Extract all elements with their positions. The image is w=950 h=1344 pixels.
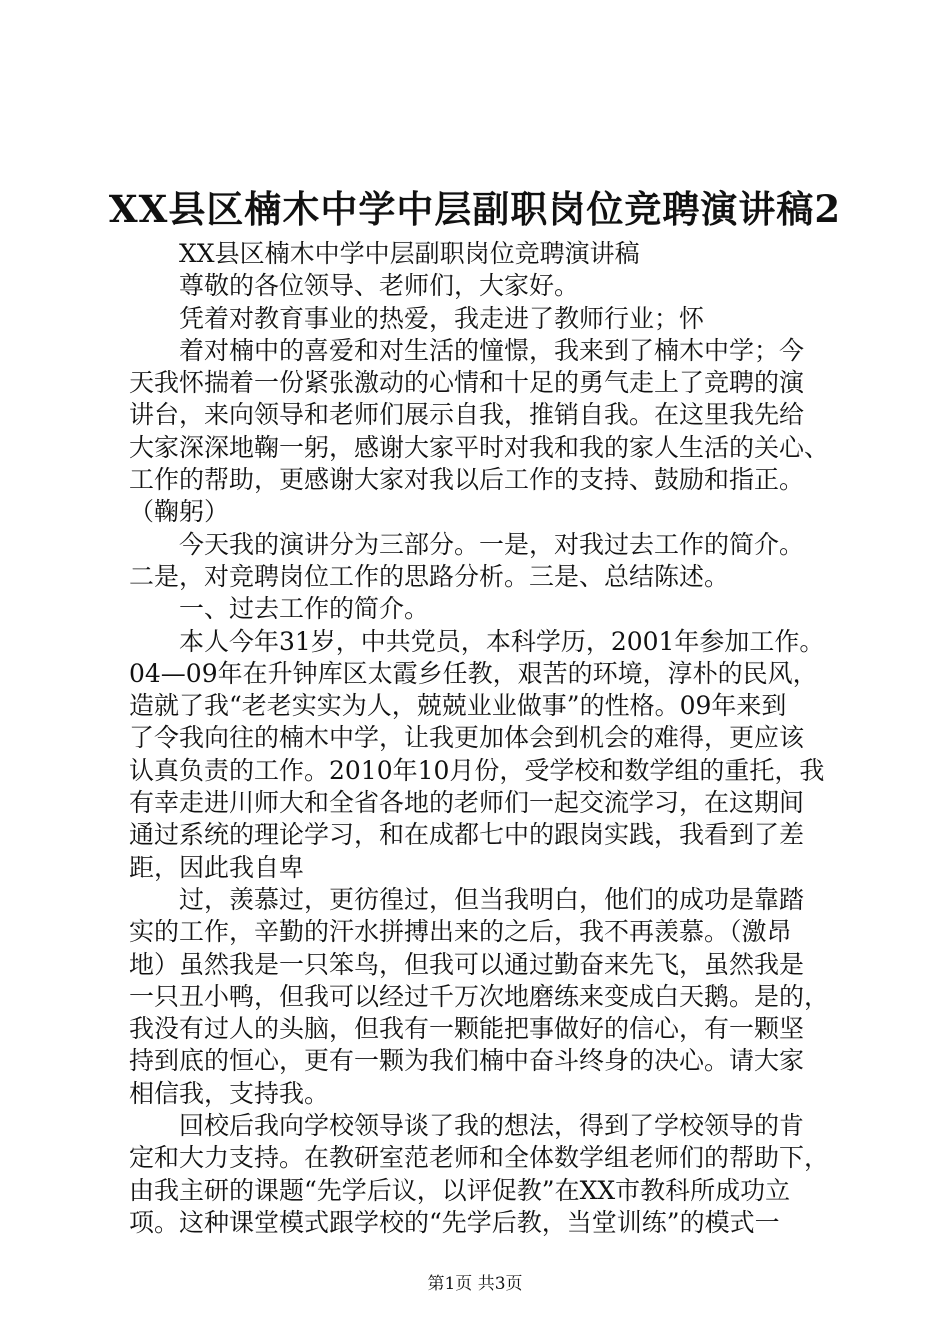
paragraph-line: 本人今年31岁，中共党员，本科学历，2001年参加工作。 (179, 626, 825, 656)
paragraph-line: 通过系统的理论学习，和在成都七中的跟岗实践，我看到了差 (129, 820, 805, 850)
section-heading: 一、过去工作的简介。 (179, 594, 430, 624)
paragraph-line: 二是，对竞聘岗位工作的思路分析。三是、总结陈述。 (129, 561, 730, 591)
paragraph-line: 讲台，来向领导和老师们展示自我，推销自我。在这里我先给 (129, 400, 805, 430)
paragraph-line: 工作的帮助，更感谢大家对我以后工作的支持、鼓励和指正。 (129, 465, 805, 495)
paragraph-line: 有幸走进川师大和全省各地的老师们一起交流学习，在这期间 (129, 788, 805, 818)
paragraph-line: 了令我向往的楠木中学，让我更加体会到机会的难得，更应该 (129, 723, 805, 753)
paragraph-line: 大家深深地鞠一躬，感谢大家平时对我和我的家人生活的关心、 (129, 432, 829, 462)
paragraph-line: 回校后我向学校领导谈了我的想法，得到了学校领导的肯 (179, 1111, 805, 1141)
paragraph-line: 一只丑小鸭，但我可以经过千万次地磨练来变成白天鹅。是的， (129, 981, 829, 1011)
page-number-footer: 第1页 共3页 (427, 1274, 523, 1294)
paragraph-line: 地）虽然我是一只笨鸟，但我可以通过勤奋来先飞，虽然我是 (129, 949, 805, 979)
paragraph-line: 着对楠中的喜爱和对生活的憧憬，我来到了楠木中学；今 (179, 335, 805, 365)
paragraph-line: 距，因此我自卑 (129, 852, 305, 882)
paragraph-line: （鞠躬） (129, 497, 230, 527)
document-body (129, 238, 829, 1239)
paragraph-line: 我没有过人的头脑，但我有一颗能把事做好的信心，有一颗坚 (129, 1014, 805, 1044)
paragraph-line: 造就了我“老老实实为人，兢兢业业做事”的性格。09年来到 (129, 691, 787, 721)
paragraph-line: 过，羡慕过，更彷徨过，但当我明白，他们的成功是靠踏 (179, 884, 805, 914)
paragraph-line: 定和大力支持。在教研室范老师和全体数学组老师们的帮助下， (129, 1143, 829, 1173)
paragraph-line: 尊敬的各位领导、老师们，大家好。 (179, 271, 580, 301)
document-title: XX县区楠木中学中层副职岗位竞聘演讲稿2 (108, 187, 842, 231)
paragraph-line: 今天我的演讲分为三部分。一是，对我过去工作的简介。 (179, 529, 805, 559)
paragraph-line: 认真负责的工作。2010年10月份，受学校和数学组的重托，我 (129, 755, 825, 785)
paragraph-line: 天我怀揣着一份紧张激动的心情和十足的勇气走上了竞聘的演 (129, 368, 805, 398)
paragraph-line: 凭着对教育事业的热爱，我走进了教师行业；怀 (179, 303, 705, 333)
paragraph-line: 04—09年在升钟库区太霞乡任教，艰苦的环境，淳朴的民风， (129, 658, 818, 688)
paragraph-line: 持到底的恒心，更有一颗为我们楠中奋斗终身的决心。请大家 (129, 1046, 805, 1076)
paragraph-line: XX县区楠木中学中层副职岗位竞聘演讲稿 (179, 239, 640, 268)
paragraph-line: 由我主研的课题“先学后议，以评促教”在XX市教科所成功立 (129, 1175, 791, 1205)
paragraph-line: 相信我，支持我。 (129, 1078, 330, 1108)
paragraph-line: 实的工作，辛勤的汗水拼搏出来的之后，我不再羡慕。（激昂 (129, 917, 792, 947)
paragraph-line: 项。这种课堂模式跟学校的“先学后教，当堂训练”的模式一 (129, 1207, 780, 1237)
